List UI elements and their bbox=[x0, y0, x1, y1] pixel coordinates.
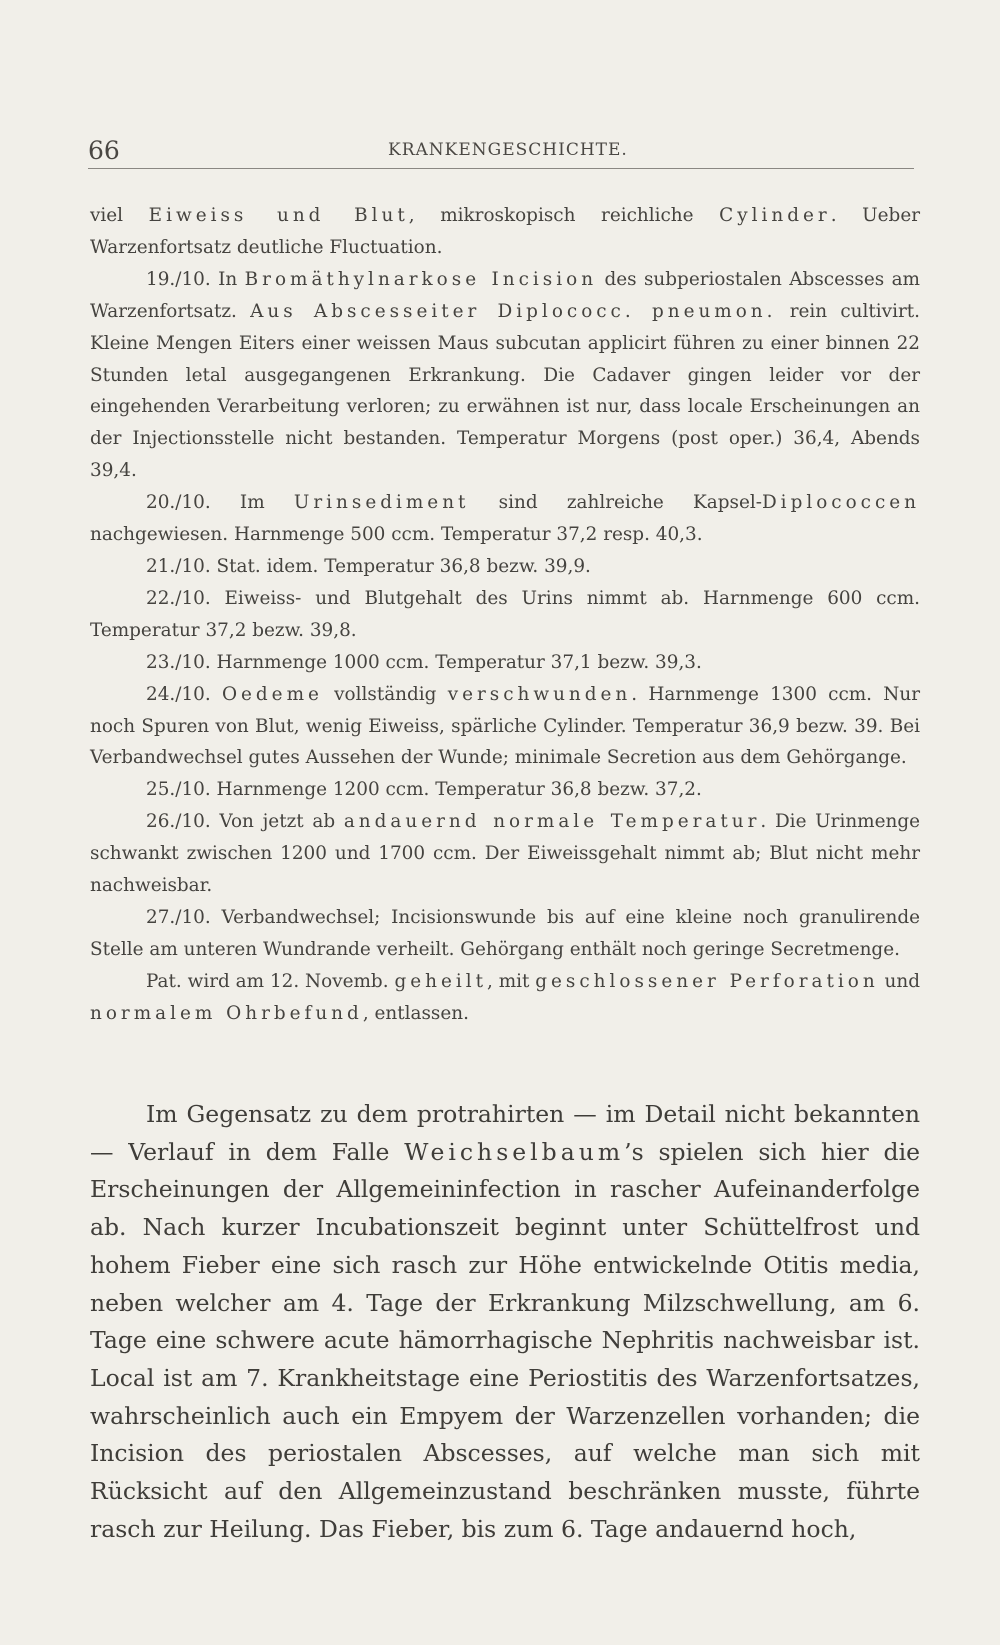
text-run: , mikroskopisch reichliche bbox=[408, 205, 720, 226]
spaced-emphasis: Oedeme bbox=[221, 683, 323, 705]
spaced-emphasis: Urinsediment bbox=[293, 492, 470, 514]
entry-23-10 bbox=[90, 647, 920, 679]
spaced-emphasis: Cylinder bbox=[719, 205, 831, 226]
entry-19-10 bbox=[90, 264, 920, 487]
entry-25-10 bbox=[90, 774, 920, 806]
text-run: sind zahlreiche Kapsel- bbox=[469, 492, 762, 514]
text-run: und bbox=[878, 970, 921, 992]
text-run: rein cultivirt. Kleine Mengen Eiters einer weissen Maus subcutan applicirt führen zu einer binnen 22 Stunden letal ausgegangenen Erkrankung. Die Cadaver gingen leider vor der eingehenden Verarbeitung verloren; zu erwähnen ist nur, dass locale Erscheinungen an der Injectionsstelle nicht bestanden. Temperatur Morgens (post oper.) 36,4, Abends 39,4. bbox=[90, 300, 920, 482]
entry-24-10 bbox=[90, 679, 920, 775]
text-run: , entlassen. bbox=[362, 1002, 469, 1024]
text-run: Im Gegensatz zu dem protrahirten — im Detail nicht bekannten — Verlauf in dem Falle bbox=[90, 1100, 920, 1166]
spaced-emphasis: andauernd normale Temperatur bbox=[343, 811, 761, 833]
entry-20-10 bbox=[90, 487, 920, 551]
text-run: , mit bbox=[486, 970, 536, 992]
spaced-emphasis: Weichselbaum bbox=[404, 1137, 625, 1166]
entry-discharge bbox=[90, 966, 920, 1030]
text-run: 24./10. bbox=[146, 683, 222, 705]
text-run: . Harnmenge 1300 ccm. Nur noch Spuren von Blut, wenig Eiweiss, spärliche Cylinder. Temperatur 36,9 bezw. 39. Bei Verbandwechsel gutes Aussehen der Wunde; minimale Secretion aus dem Gehörgange. bbox=[90, 683, 921, 769]
text-run: . Ueber Warzenfortsatz deutliche Fluctuation. bbox=[90, 205, 920, 258]
running-title: KRANKENGESCHICHTE. bbox=[388, 140, 628, 160]
text-run: 25./10. Harnmenge 1200 ccm. Temperatur 36,8 bezw. 37,2. bbox=[146, 779, 702, 801]
text-run: 19./10. In bbox=[146, 268, 245, 290]
page-header bbox=[88, 134, 914, 169]
case-history-entries bbox=[90, 200, 920, 1030]
page-number: 66 bbox=[88, 136, 120, 165]
entry-21-10 bbox=[90, 551, 920, 583]
spaced-emphasis: Diplococcen bbox=[761, 492, 920, 514]
text-run: 22./10. Eiweiss- und Blutgehalt des Urins nimmt ab. Harnmenge 600 ccm. Temperatur 37,2 bezw. 39,8. bbox=[90, 587, 920, 641]
text-run: nachgewiesen. Harnmenge 500 ccm. Temperatur 37,2 resp. 40,3. bbox=[90, 524, 703, 546]
text-run: 27./10. Verbandwechsel; Incisionswunde bis auf eine kleine noch granulirende Stelle am unteren Wundrande verheilt. Gehörgang enthält noch geringe Secretmenge. bbox=[90, 906, 920, 960]
spaced-emphasis: geheilt bbox=[394, 970, 487, 992]
discussion-section bbox=[90, 1096, 920, 1548]
text-run: viel bbox=[90, 205, 149, 226]
text-run: Pat. wird am 12. Novemb. bbox=[146, 970, 395, 992]
spaced-emphasis: Bromäthylnarkose Incision bbox=[244, 268, 598, 290]
spaced-emphasis: Eiweiss und Blut bbox=[148, 205, 409, 226]
entry-26-10 bbox=[90, 806, 920, 902]
text-run: . Die Urinmenge schwankt zwischen 1200 und 1700 ccm. Der Eiweissgehalt nimmt ab; Blut nicht mehr nachweisbar. bbox=[90, 811, 920, 897]
spaced-emphasis: geschlossener Perforation bbox=[535, 970, 879, 992]
entry-27-10 bbox=[90, 902, 920, 966]
text-run: 20./10. Im bbox=[146, 492, 294, 514]
text-run: 23./10. Harnmenge 1000 ccm. Temperatur 37,1 bezw. 39,3. bbox=[146, 651, 702, 673]
discussion-paragraph bbox=[90, 1096, 920, 1548]
text-run: des subperiostalen Abscesses am Warzenfortsatz. bbox=[90, 268, 920, 322]
entry-continuation bbox=[90, 200, 920, 264]
text-run: vollständig bbox=[322, 683, 448, 705]
spaced-emphasis: normalem Ohrbefund bbox=[90, 1002, 363, 1024]
entry-22-10 bbox=[90, 583, 920, 647]
text-run: 26./10. Von jetzt ab bbox=[146, 811, 344, 833]
text-run: ’s spielen sich hier die Erscheinungen der Allgemeininfection in rascher Aufeinanderfolge ab. Nach kurzer Incubationszeit beginnt unter Schüttelfrost und hohem Fieber eine sich rasch zur Höhe entwickelnde Otitis media, neben welcher am 4. Tage der Erkrankung Milzschwellung, am 6. Tage eine schwere acute hämorrhagische Nephritis nachweisbar ist. Local ist am 7. Krankheitstage eine Periostitis des Warzenfortsatzes, wahrscheinlich auch ein Empyem der Warzenzellen vorhanden; die Incision des periostalen Abscesses, auf welche man sich mit Rücksicht auf den Allgemeinzustand beschränken musste, führte rasch zur Heilung. Das Fieber, bis zum 6. Tage andauernd hoch, bbox=[90, 1137, 920, 1543]
spaced-emphasis: verschwunden bbox=[447, 683, 632, 705]
text-run: 21./10. Stat. idem. Temperatur 36,8 bezw. 39,9. bbox=[146, 555, 591, 577]
spaced-emphasis: Aus Abscesseiter Diplococc. pneumon. bbox=[250, 300, 777, 322]
